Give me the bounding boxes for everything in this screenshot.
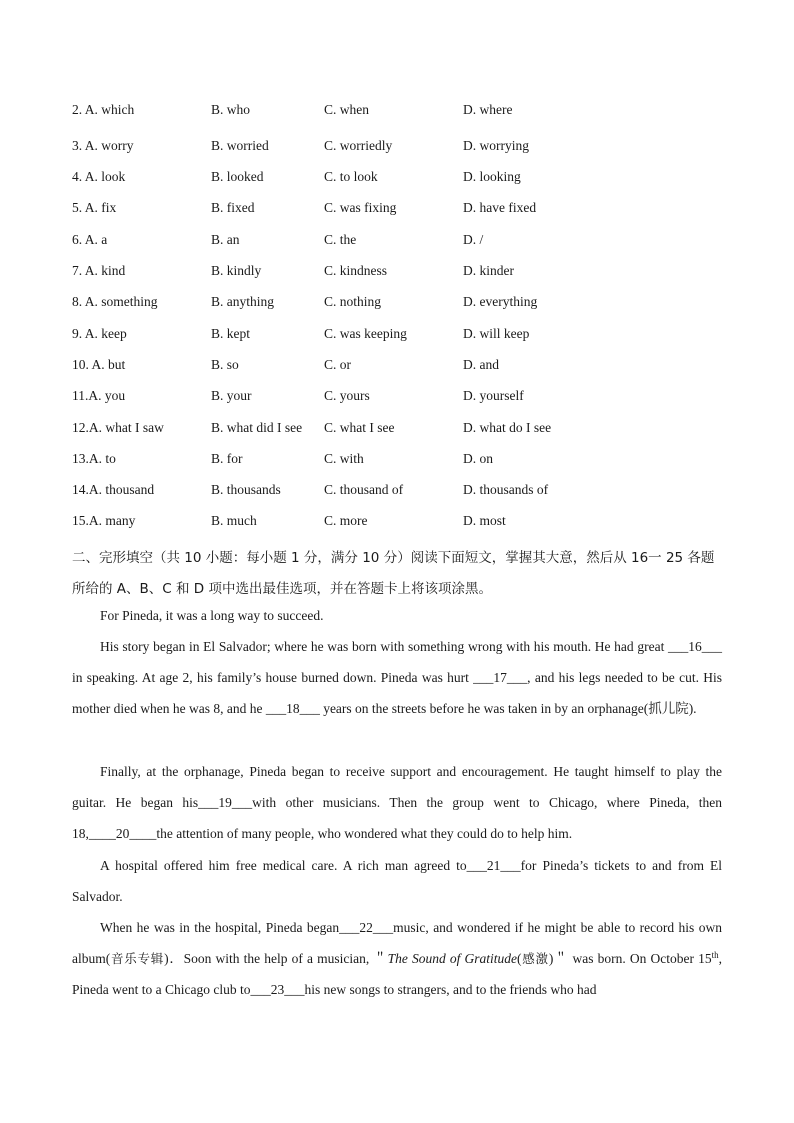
- option-d: D. and: [463, 357, 499, 372]
- option-d: D. worrying: [463, 138, 529, 153]
- option-a: 3. A. worry: [72, 138, 134, 153]
- option-b: B. kindly: [211, 263, 262, 278]
- option-a: 4. A. look: [72, 169, 126, 184]
- album-title: The Sound of Gratitude: [387, 951, 518, 967]
- option-a: 15.A. many: [72, 513, 136, 528]
- option-a: 9. A. keep: [72, 326, 127, 341]
- option-c: C. when: [324, 102, 369, 117]
- option-b: B. much: [211, 513, 257, 528]
- option-a: 11.A. you: [72, 388, 126, 403]
- p5-text-1: When he was in the hospital, Pineda began___22___music, and wondered if he might be able to record his own album(: [72, 920, 722, 967]
- option-a: 2. A. which: [72, 102, 135, 117]
- option-a: 5. A. fix: [72, 200, 117, 215]
- option-d: D. have fixed: [463, 200, 537, 215]
- option-b: B. fixed: [211, 200, 255, 215]
- option-c: C. what I see: [324, 420, 395, 435]
- option-c: C. was keeping: [324, 326, 407, 341]
- option-a: 6. A. a: [72, 232, 108, 247]
- option-c: C. was fixing: [324, 200, 397, 215]
- option-c: C. nothing: [324, 294, 382, 309]
- p5-text-2: )．Soon with the help of a musician, ＂: [164, 951, 388, 967]
- p5-text-4: )＂ was born. On October 15: [548, 951, 712, 967]
- option-b: B. your: [211, 388, 252, 403]
- option-c: C. to look: [324, 169, 378, 184]
- option-b: B. so: [211, 357, 239, 372]
- passage-paragraph-4: A hospital offered him free medical care. A rich man agreed to___21___for Pineda’s tickets to and from El Salvador.: [72, 858, 722, 905]
- p5-text-3: (: [517, 951, 522, 967]
- passage-paragraph-1: For Pineda, it was a long way to succeed.: [100, 608, 324, 623]
- p5-text-5: , Pineda went to a Chicago club to___23___his new songs to strangers, and to the friends who had: [72, 951, 722, 998]
- option-a: 8. A. something: [72, 294, 158, 309]
- option-b: B. looked: [211, 169, 264, 184]
- option-b: B. for: [211, 451, 243, 466]
- option-d: D. /: [463, 232, 484, 247]
- option-b: B. anything: [211, 294, 274, 309]
- option-a: 10. A. but: [72, 357, 126, 372]
- passage-paragraph-3: Finally, at the orphanage, Pineda began to receive support and encouragement. He taught himself to play the guitar. He began his___19___with other musicians. Then the group went to Chicago, where Pineda, then 18,____20____the attention of many people, who wondered what they could do to help him.: [72, 764, 722, 842]
- option-d: D. yourself: [463, 388, 524, 403]
- option-c: C. with: [324, 451, 364, 466]
- option-c: C. more: [324, 513, 368, 528]
- option-c: C. thousand of: [324, 482, 404, 497]
- option-c: C. the: [324, 232, 357, 247]
- option-c: C. or: [324, 357, 351, 372]
- option-b: B. thousands: [211, 482, 281, 497]
- option-d: D. looking: [463, 169, 521, 184]
- option-b: B. who: [211, 102, 251, 117]
- option-c: C. worriedly: [324, 138, 393, 153]
- option-b: B. kept: [211, 326, 250, 341]
- passage-paragraph-5: [72, 912, 722, 1006]
- option-a: 13.A. to: [72, 451, 116, 466]
- option-d: D. most: [463, 513, 506, 528]
- option-a: 7. A. kind: [72, 263, 126, 278]
- option-d: D. where: [463, 102, 513, 117]
- option-d: D. will keep: [463, 326, 530, 341]
- option-d: D. thousands of: [463, 482, 549, 497]
- option-b: B. worried: [211, 138, 269, 153]
- date-suffix: th: [711, 950, 719, 961]
- option-b: B. an: [211, 232, 240, 247]
- option-d: D. what do I see: [463, 420, 552, 435]
- option-c: C. yours: [324, 388, 370, 403]
- option-b: B. what did I see: [211, 420, 303, 435]
- p5-cn-2: 感激: [521, 951, 549, 967]
- option-d: D. everything: [463, 294, 538, 309]
- option-a: 12.A. what I saw: [72, 420, 164, 435]
- section-title: 二、完形填空（共 10 小题：每小题 1 分，满分 10 分）阅读下面短文，掌握其大意，然后从 16一 25 各题所给的 A、B、C 和 D 项中选出最佳选项，并在答题卡上将该项涂黑。: [72, 550, 715, 597]
- passage-paragraph-2: His story began in El Salvador; where he was born with something wrong with his mouth. He had great ___16___ in speaking. At age 2, his family’s house burned down. Pineda was hurt ___17___, and his legs needed to be cut. His mother died when he was 8, and he ___18___ years on the streets before he was taken in by an orphanage(抓儿院).: [72, 639, 722, 717]
- option-d: D. on: [463, 451, 493, 466]
- p5-cn-1: 音乐专辑: [110, 951, 165, 967]
- option-c: C. kindness: [324, 263, 388, 278]
- option-a: 14.A. thousand: [72, 482, 155, 497]
- option-d: D. kinder: [463, 263, 514, 278]
